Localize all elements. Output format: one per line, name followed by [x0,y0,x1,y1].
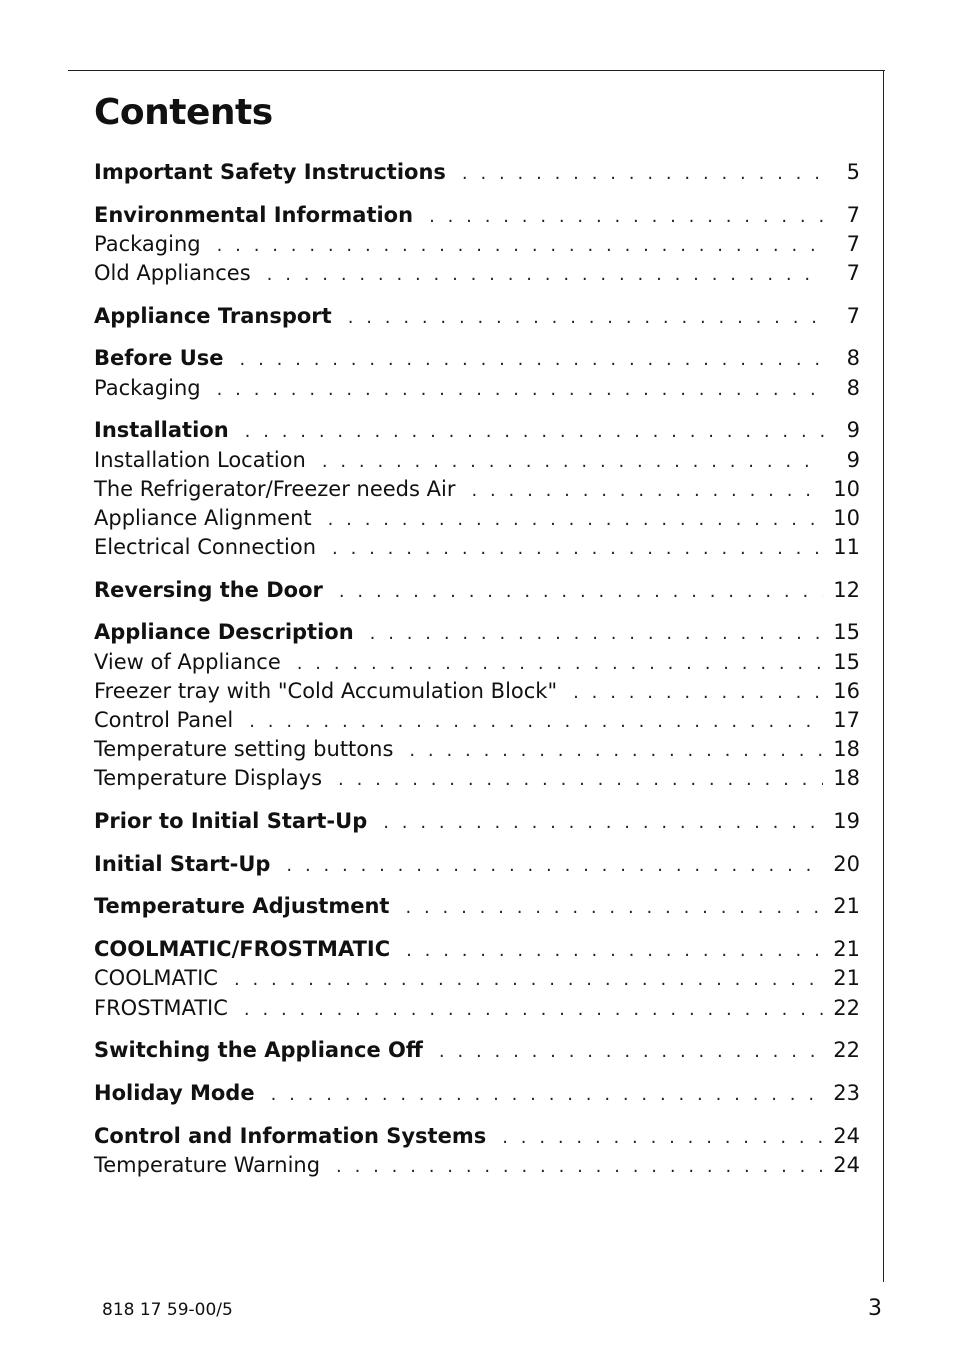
toc-entry-label: Reversing the Door [94,577,323,602]
toc-entry-label: View of Appliance [94,649,281,674]
toc-subentry [94,966,860,995]
toc-subentry [94,376,860,405]
toc-subentry [94,232,860,261]
toc-entry-label: COOLMATIC [94,966,218,991]
dot-leader [338,769,823,790]
toc-entry-label: Before Use [94,346,224,371]
toc-subentry [94,535,860,564]
toc-entry-page: 10 [833,505,860,530]
toc-entry-label: Environmental Information [94,202,414,227]
toc-entry-page: 18 [833,737,860,762]
toc-entry-label: Appliance Transport [94,303,332,328]
dot-leader [322,451,824,472]
dot-leader [409,740,823,761]
toc-entry-label: Appliance Description [94,620,354,645]
dot-leader [339,581,823,602]
toc-entry-label: The Refrigerator/Freezer needs Air [94,476,456,501]
toc-subentry [94,708,860,737]
dot-leader [348,307,824,328]
dot-leader [336,1156,823,1177]
dot-leader [249,711,823,732]
toc-entry [94,894,860,923]
toc-entry-label: Control and Information Systems [94,1123,487,1148]
toc-entry [94,578,860,607]
toc-entry-label: Temperature Displays [94,766,323,791]
toc-entry-label: Holiday Mode [94,1080,255,1105]
toc-entry-label: Installation [94,418,229,443]
dot-leader [370,623,824,644]
page-number: 3 [868,1296,882,1321]
toc-entry-page: 7 [846,231,860,256]
toc-entry-page: 12 [833,577,860,602]
toc-entry-label: Switching the Appliance Off [94,1038,423,1063]
table-of-contents [94,160,860,1182]
dot-leader [573,682,823,703]
toc-entry-page: 21 [833,894,860,919]
toc-entry-page: 23 [833,1080,860,1105]
toc-entry-page: 8 [846,375,860,400]
toc-entry-page: 18 [833,766,860,791]
toc-entry-label: Prior to Initial Start-Up [94,809,368,834]
dot-leader [234,969,823,990]
toc-entry-label: Electrical Connection [94,535,317,560]
toc-entry [94,852,860,881]
toc-subentry [94,261,860,290]
dot-leader [244,999,823,1020]
dot-leader [328,509,824,530]
toc-entry-label: Appliance Alignment [94,505,312,530]
dot-leader [267,264,824,285]
page-title: Contents [94,92,273,133]
toc-entry [94,203,860,232]
toc-subentry [94,448,860,477]
toc-entry-page: 15 [833,620,860,645]
toc-entry-page: 17 [833,708,860,732]
dot-leader [406,940,823,961]
toc-entry-page: 11 [833,535,860,560]
toc-subentry [94,766,860,795]
toc-entry-page: 24 [833,1152,860,1177]
toc-subentry [94,650,860,679]
toc-entry-page: 16 [833,678,860,703]
toc-entry [94,1124,860,1153]
toc-entry-label: Old Appliances [94,261,251,286]
toc-entry-label: COOLMATIC/FROSTMATIC [94,937,391,962]
toc-entry-page: 8 [846,346,860,371]
toc-entry [94,1038,860,1067]
toc-entry [94,1081,860,1110]
dot-leader [217,235,824,256]
dot-leader [405,897,823,918]
dot-leader [217,379,824,400]
dot-leader [383,812,823,833]
dot-leader [502,1127,823,1148]
toc-entry-page: 5 [846,160,860,184]
toc-subentry [94,477,860,506]
toc-entry [94,809,860,838]
toc-subentry [94,679,860,708]
toc-entry [94,304,860,333]
toc-entry-page: 7 [846,261,860,286]
toc-entry-label: Temperature Adjustment [94,894,390,919]
document-number: 818 17 59-00/5 [102,1300,233,1320]
toc-entry-label: Packaging [94,231,201,256]
toc-entry-label: Temperature setting buttons [94,737,394,762]
toc-subentry [94,506,860,535]
toc-entry [94,160,860,189]
dot-leader [462,163,824,184]
dot-leader [240,349,824,370]
toc-entry [94,418,860,447]
dot-leader [471,480,823,501]
toc-subentry [94,1153,860,1182]
toc-entry-page: 19 [833,809,860,834]
toc-entry-page: 10 [833,476,860,501]
dot-leader [297,653,824,674]
toc-entry-page: 22 [833,1038,860,1063]
toc-entry-page: 15 [833,649,860,674]
dot-leader [245,421,824,442]
toc-entry-label: Packaging [94,375,201,400]
dot-leader [271,1084,824,1105]
toc-entry-label: Temperature Warning [94,1152,321,1177]
toc-entry-page: 9 [846,447,860,472]
dot-leader [286,855,823,876]
right-rule [883,70,884,1282]
dot-leader [439,1041,823,1062]
toc-entry-page: 21 [833,937,860,962]
toc-entry-page: 21 [833,966,860,991]
dot-leader [429,206,824,227]
toc-entry-label: Control Panel [94,708,234,732]
top-rule [68,70,885,71]
toc-entry-page: 9 [846,418,860,443]
toc-entry-label: Installation Location [94,447,306,472]
toc-entry [94,346,860,375]
toc-entry-label: Initial Start-Up [94,851,271,876]
dot-leader [332,538,823,559]
toc-entry-page: 7 [846,303,860,328]
toc-entry-page: 20 [833,851,860,876]
toc-entry-page: 7 [846,202,860,227]
toc-entry [94,620,860,649]
toc-entry [94,937,860,966]
toc-entry-label: Important Safety Instructions [94,160,446,184]
toc-subentry [94,737,860,766]
toc-entry-page: 22 [833,995,860,1020]
toc-entry-label: FROSTMATIC [94,995,228,1020]
toc-entry-label: Freezer tray with "Cold Accumulation Block" [94,678,558,703]
toc-entry-page: 24 [833,1123,860,1148]
toc-subentry [94,996,860,1025]
